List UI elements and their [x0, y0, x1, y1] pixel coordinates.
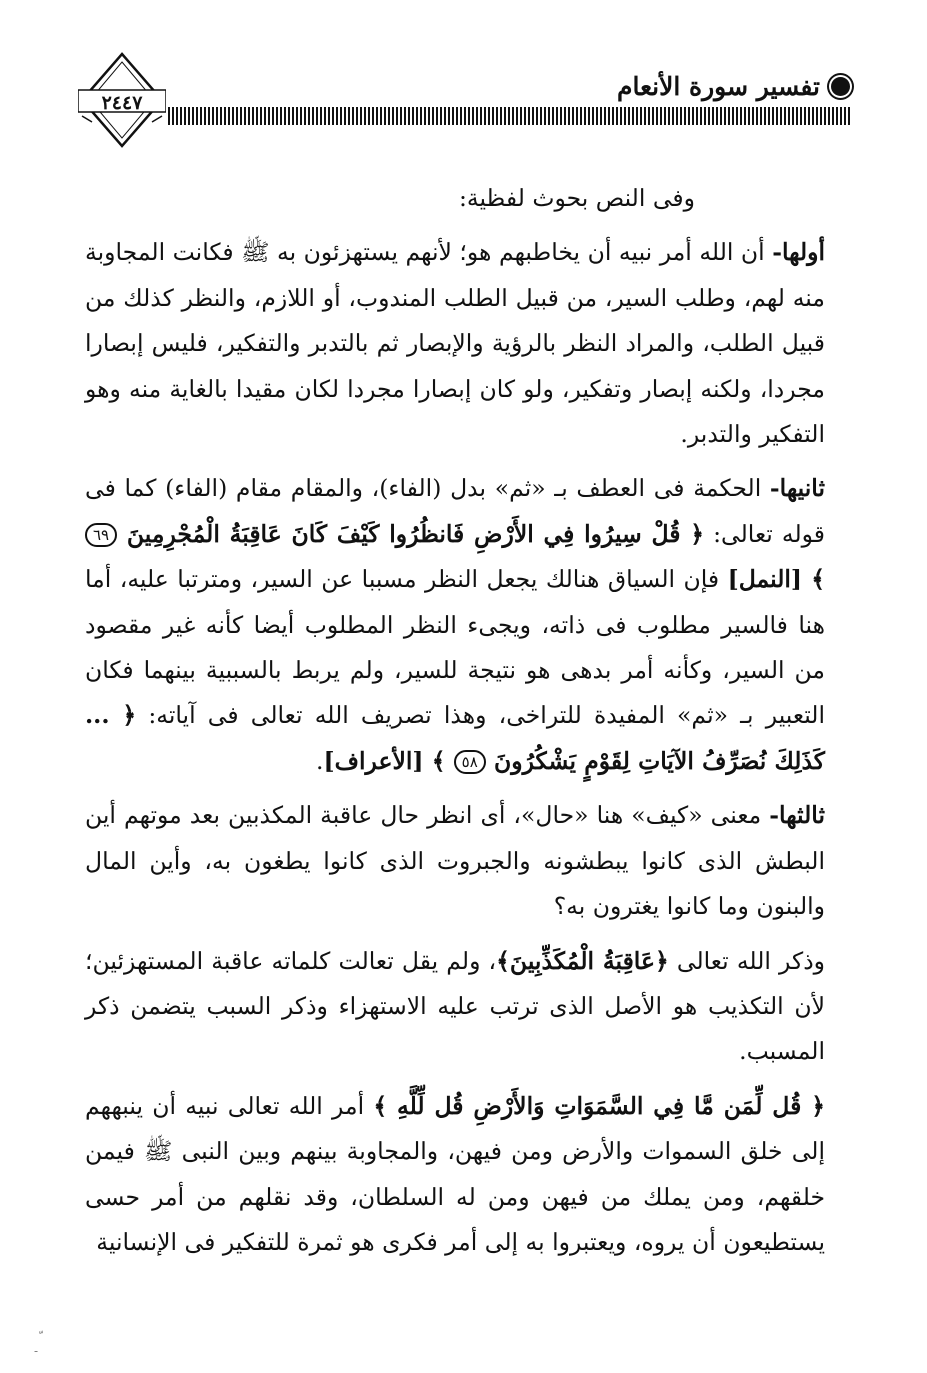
- intro-line: [85, 176, 825, 221]
- paragraph-text: فإن السياق هنالك يجعل النظر مسببا عن السير، ومترتبا عليه، أما هنا فالسير مطلوب فى ذاته، ويجىء النظر المطلوب أيضا كأنه غير مقصود من السير، وكأنه أمر بدهى هو نتيجة للسير، ولم يربط بالسببية بينهما فكان التعبير بـ «ثم» المفيدة للتراخى، وهذا تصريف الله تعالى فى آياته:: [85, 565, 825, 730]
- sura-reference: [الأعراف]: [323, 746, 432, 775]
- verse-number-marker: ٦٩: [85, 523, 117, 547]
- paragraph-first-point: [85, 230, 825, 457]
- paragraph-end: .: [316, 746, 324, 775]
- page-header: [78, 52, 858, 157]
- paragraph-text: أمر الله تعالى نبيه أن ينبههم إلى خلق السموات والأرض ومن فيهن، والمجاوبة بينهم وبين النبى ﷺ فيمن خلقهم، ومن يملك من فيهن ومن له السلطان، وقد نقلهم من أمر حسى يستطيعون أن يروه، ويعتبروا به إلى أمر فكرى هو ثمرة للتفكير فى الإنسانية: [85, 1091, 825, 1256]
- verse-number-marker: ٥٨: [454, 750, 486, 774]
- paragraph-text: ، ولم يقل تعالت كلماته عاقبة المستهزئين؛ لأن التكذيب هو الأصل الذى ترتب عليه الاستهزاء وذكر السبب يتضمن ذكر المسبب.: [85, 946, 825, 1066]
- verse-close-bracket: ﴾: [431, 746, 454, 775]
- quran-verse: ﴿ قُل لِّمَن مَّا فِي السَّمَوَاتِ وَالأَرْضِ قُل لِّلَّهِ ﴾: [373, 1091, 825, 1120]
- page-number-badge: [78, 52, 166, 148]
- paragraph-text: أن الله أمر نبيه أن يخاطبهم هو؛ لأنهم يستهزئون به ﷺ فكانت المجاوبة منه لهم، وطلب السير، من قبيل الطلب المندوب، أو اللازم، والنظر كذلك من قبيل الطلب، والمراد النظر بالرؤية والإبصار ثم بالتدبر والتفكير، فليس إبصارا مجردا، ولكنه إبصار وتفكير، ولو كان إبصارا مجردا لكان مقيدا بالغاية منه وهو التفكير والتدبر.: [85, 238, 825, 449]
- paragraph-text: معنى «كيف» هنا «حال»، أى انظر حال عاقبة المكذبين بعد موتهم أين البطش الذى كانوا يبطشونه والجبروت الذى كانوا يطغون به، وأين المال والبنون وما كانوا يغترون به؟: [85, 801, 825, 921]
- paragraph-text: الحكمة فى العطف بـ «ثم» بدل (الفاء)، والمقام مقام (الفاء) كما فى قوله تعالى:: [85, 474, 826, 548]
- quran-verse: ﴿ ... كَذَلِكَ نُصَرِّفُ الآيَاتِ لِقَوْمٍ يَشْكُرُونَ: [85, 701, 825, 775]
- quran-verse: ﴿ قُلْ سِيرُوا فِي الأَرْضِ فَانظُرُوا كَيْفَ كَانَ عَاقِبَةُ الْمُجْرِمِينَ: [117, 519, 705, 548]
- header-rule: [168, 107, 850, 125]
- ornament-bullet-icon: [831, 77, 850, 96]
- paragraph-fourth: [85, 939, 825, 1075]
- running-title: تفسير سورة الأنعام: [616, 72, 820, 101]
- intro-text: وفى النص بحوث لفظية:: [458, 184, 695, 212]
- page-number: ٢٤٤٧: [101, 92, 143, 114]
- paragraph-second-point: [85, 466, 825, 784]
- paragraph-fifth: [85, 1084, 825, 1266]
- sura-reference: [النمل]: [727, 565, 812, 594]
- point-heading: أولها-: [772, 238, 825, 267]
- point-heading: ثانيها-: [769, 474, 825, 503]
- verse-close-bracket: ﴾: [811, 565, 825, 594]
- paragraph-text: وذكر الله تعالى: [668, 946, 826, 975]
- point-heading: ثالثها-: [769, 801, 825, 830]
- paragraph-third-point: [85, 793, 825, 929]
- quran-verse: ﴿عَاقِبَةُ الْمُكَذِّبِينَ﴾: [496, 946, 669, 975]
- scan-marks: -: [34, 1344, 39, 1358]
- commentary-body: [85, 176, 825, 1274]
